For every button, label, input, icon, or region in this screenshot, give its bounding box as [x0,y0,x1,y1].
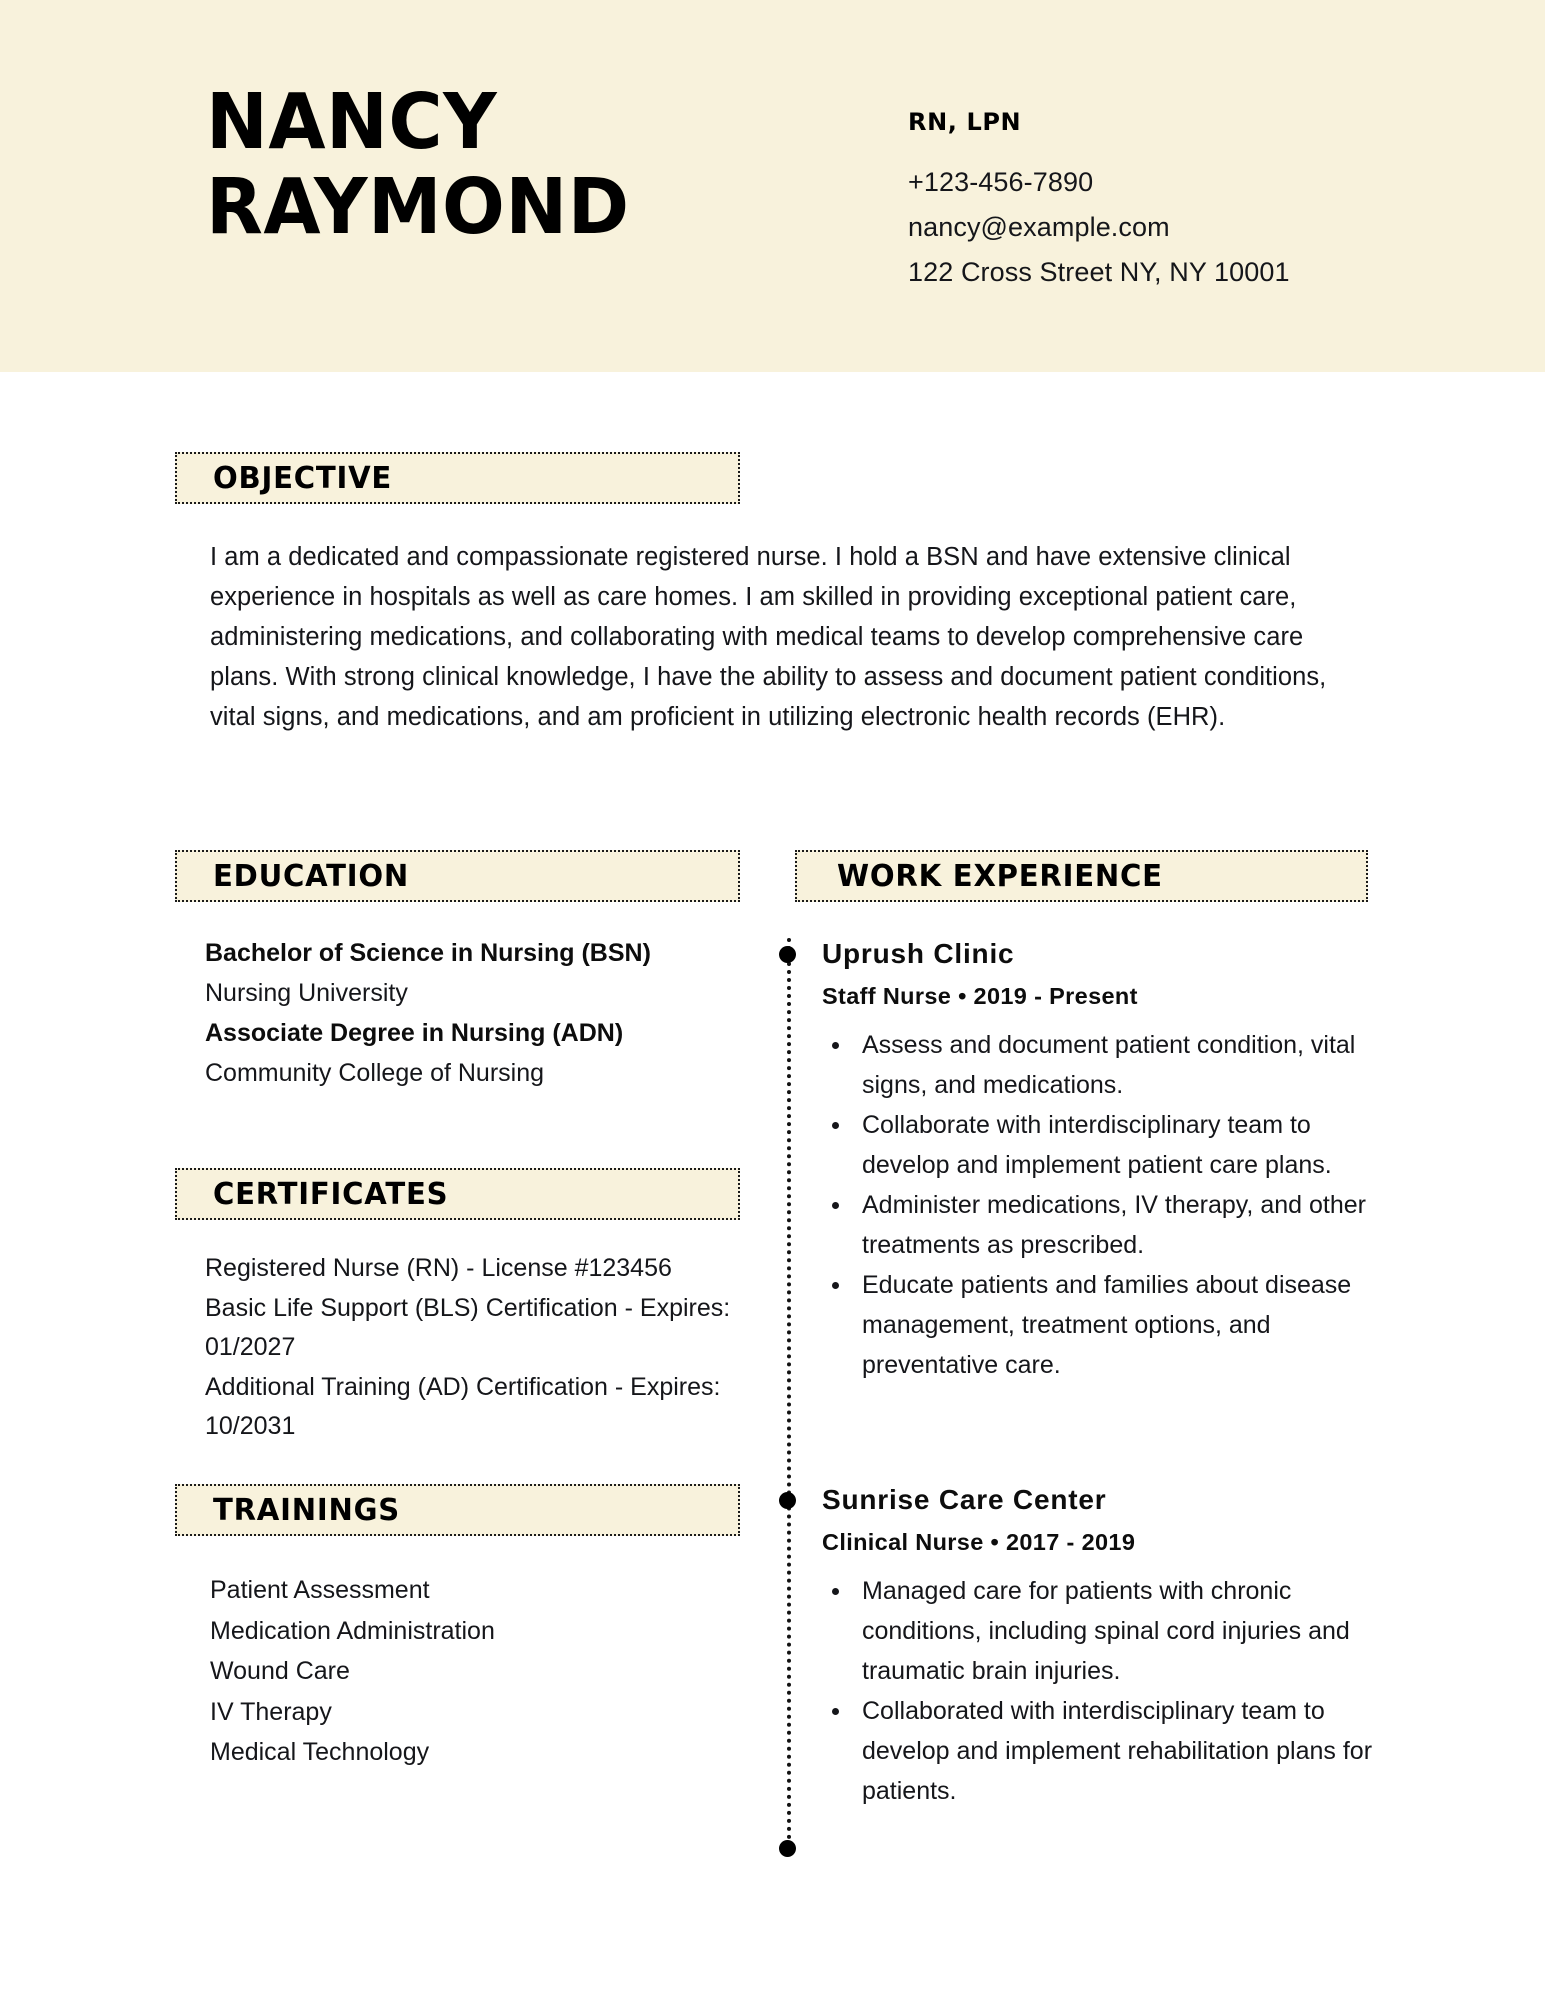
resume-header-band [0,0,1545,372]
education-degree: Bachelor of Science in Nursing (BSN) [205,939,651,967]
list-item-text: Collaborated with interdisciplinary team to develop and implement rehabilitation plans for patients. [862,1697,1373,1805]
list-item-text: Administer medications, IV therapy, and other treatments as prescribed. [862,1191,1366,1259]
job-company-name: Sunrise Care Center [822,1484,1107,1515]
list-item [822,1571,1382,1691]
list-item [822,1025,1382,1105]
list-item: Medication Administration [210,1616,495,1645]
objective-heading-text: OBJECTIVE [213,460,393,496]
contact-email[interactable]: nancy@example.com [908,212,1170,242]
list-item-text: Educate patients and families about disease management, treatment options, and preventative care. [862,1271,1352,1379]
education-school: Community College of Nursing [205,1059,545,1087]
education-school: Nursing University [205,979,408,1007]
name-first: NANCY [206,78,498,167]
certificates-heading-text: CERTIFICATES [213,1176,449,1212]
section-certificates-header [175,1168,740,1220]
candidate-name [206,78,746,252]
job-responsibilities [822,1571,1382,1811]
bullet-icon [832,1282,839,1289]
name-last: RAYMOND [206,162,630,252]
timeline-dotted-line [787,938,791,1848]
bullet-icon [832,1588,839,1595]
list-item: IV Therapy [210,1697,332,1726]
timeline-dot-icon [779,946,796,963]
list-item: Additional Training (AD) Certification - Expires: 10/2031 [205,1372,721,1440]
section-objective-header [175,452,740,504]
list-item: Medical Technology [210,1738,430,1766]
list-item-text: Collaborate with interdisciplinary team to develop and implement patient care plans. [862,1111,1332,1179]
list-item [822,1105,1382,1185]
credentials-label: RN, LPN [908,108,1022,136]
objective-heading-box [175,452,740,504]
bullet-icon [832,1708,839,1715]
education-list [205,933,765,1093]
list-item [822,1265,1382,1385]
bullet-icon [832,1202,839,1209]
contact-phone[interactable]: +123-456-7890 [908,167,1094,197]
list-item: Basic Life Support (BLS) Certification - Expires: 01/2027 [205,1293,731,1361]
list-item [822,1691,1382,1811]
job-role-and-dates: Staff Nurse • 2019 - Present [822,983,1138,1009]
list-item: Patient Assessment [210,1576,430,1604]
certificates-list [205,1249,785,1447]
job-responsibilities [822,1025,1382,1385]
work-experience-heading-text: WORK EXPERIENCE [837,858,1163,894]
education-heading-box [175,850,740,902]
certificates-heading-box [175,1168,740,1220]
trainings-heading-text: TRAININGS [213,1492,400,1528]
objective-paragraph: I am a dedicated and compassionate registered nurse. I hold a BSN and have extensive clinical experience in hospitals as well as care homes. I am skilled in providing exceptional patient care, administering medications, and collaborating with medical teams to develop comprehensive care plans. With strong clinical knowledge, I have the ability to assess and document patient conditions, vital signs, and medications, and am proficient in utilizing electronic health records (EHR). [210,543,1327,731]
timeline-dot-icon [779,1492,796,1509]
contact-address: 122 Cross Street NY, NY 10001 [908,257,1290,287]
section-education-header [175,850,740,902]
work-experience-entry [822,1483,1382,1811]
contact-block [908,108,1290,295]
work-experience-entry [822,937,1382,1385]
education-degree: Associate Degree in Nursing (ADN) [205,1019,624,1047]
list-item: Registered Nurse (RN) - License #123456 [205,1254,672,1282]
education-heading-text: EDUCATION [213,858,410,894]
list-item [822,1185,1382,1265]
section-work-experience-header [795,850,1368,902]
list-item-text: Managed care for patients with chronic conditions, including spinal cord injuries and traumatic brain injuries. [862,1577,1350,1685]
work-experience-heading-box [795,850,1368,902]
timeline-end-dot-icon [779,1840,796,1857]
job-role-and-dates: Clinical Nurse • 2017 - 2019 [822,1529,1136,1555]
trainings-list [210,1570,770,1773]
list-item-text: Assess and document patient condition, vital signs, and medications. [862,1031,1356,1099]
trainings-heading-box [175,1484,740,1536]
section-trainings-header [175,1484,740,1536]
list-item: Wound Care [210,1657,350,1685]
bullet-icon [832,1042,839,1049]
job-company-name: Uprush Clinic [822,938,1015,969]
bullet-icon [832,1122,839,1129]
